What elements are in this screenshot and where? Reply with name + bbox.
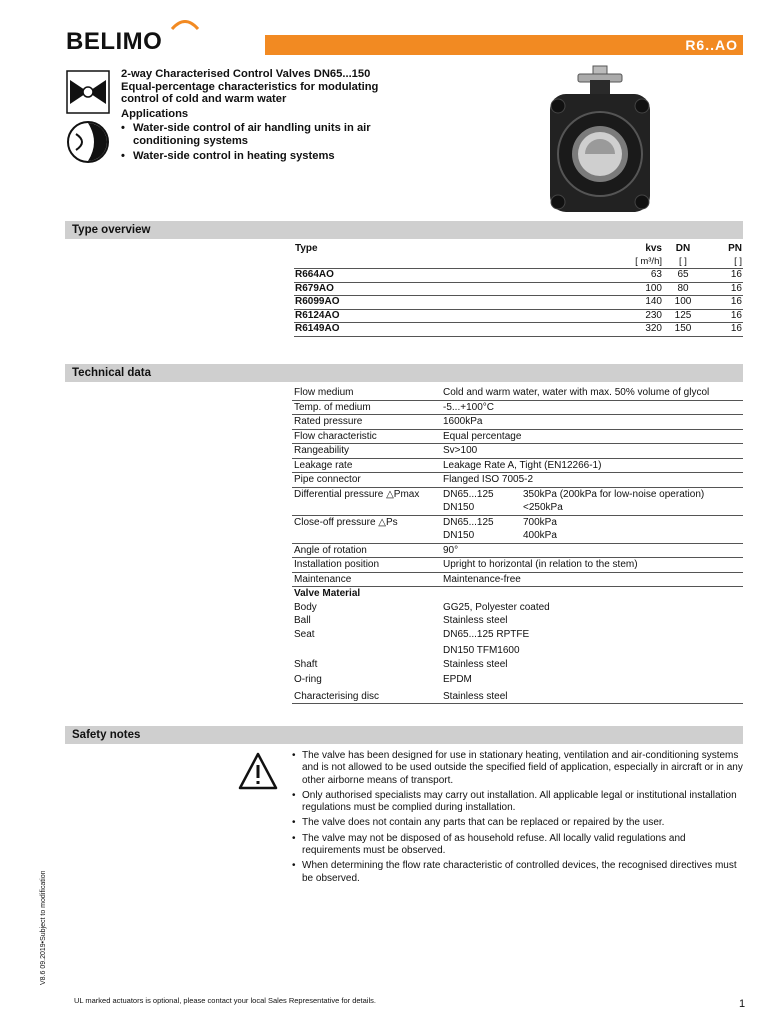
valve-product-image (540, 64, 660, 224)
dn-cell: 150 (663, 323, 703, 337)
spec-key: Maintenance (292, 572, 441, 587)
dn-cell: 125 (663, 309, 703, 323)
application-item: • Water-side control of air handling units in air conditioning systems (121, 122, 411, 147)
intro-line: 2-way Characterised Control Valves DN65...150 (121, 68, 371, 80)
applications-list (121, 122, 411, 163)
spec-value: Sv>100 (441, 444, 743, 459)
spec-key: Pipe connector (292, 473, 441, 488)
spec-key: Seat (294, 628, 315, 640)
spec-value: -5...+100°C (441, 400, 743, 415)
spec-value: 90° (441, 543, 743, 558)
kvs-cell: 320 (586, 323, 663, 337)
model-header-bar (265, 35, 743, 55)
version-note: V8.6 09.2019•Subject to modification (40, 870, 47, 985)
spec-value: Maintenance-free (441, 572, 743, 587)
safety-item: • When determining the flow rate characteristic of controlled devices, the recognised directives must be observed. (290, 860, 745, 885)
spec-key: Temp. of medium (292, 400, 441, 415)
characterised-disc-icon (66, 120, 110, 164)
type-cell: R6099AO (294, 296, 586, 310)
table-row (292, 587, 743, 601)
table-row (292, 487, 743, 515)
section-title: Technical data (72, 367, 152, 379)
column-header: PN (728, 243, 742, 254)
table-row (292, 473, 743, 488)
spec-sub-value: 350kPa (200kPa for low-noise operation) (523, 488, 705, 500)
pn-cell: 16 (703, 282, 743, 296)
safety-notes (290, 750, 745, 888)
table-row (294, 323, 743, 337)
product-intro (121, 68, 411, 166)
section-title: Type overview (72, 224, 151, 236)
section-type-overview (65, 221, 743, 239)
model-title: R6..AO (685, 37, 738, 53)
table-row (294, 282, 743, 296)
spec-key: Flow characteristic (292, 429, 441, 444)
column-header: DN (675, 243, 691, 254)
spec-key: Body (294, 601, 317, 613)
kvs-cell: 63 (586, 269, 663, 283)
table-row (292, 400, 743, 415)
page-number: 1 (739, 998, 746, 1010)
spec-value: Equal percentage (441, 429, 743, 444)
spec-key: Differential pressure △Pmax (292, 487, 441, 515)
spec-value: Cold and warm water, water with max. 50% volume of glycol (441, 386, 743, 400)
kvs-cell: 100 (586, 282, 663, 296)
technical-data-table (292, 386, 743, 704)
intro-line: control of cold and warm water (121, 93, 287, 105)
section-technical-data (65, 364, 743, 382)
spec-key: Rated pressure (292, 415, 441, 430)
pn-cell: 16 (703, 309, 743, 323)
spec-key: O-ring (294, 674, 322, 685)
safety-item: • The valve does not contain any parts that can be replaced or repaired by the user. (290, 817, 745, 829)
material-heading: Valve Material (294, 588, 361, 599)
table-row (292, 687, 743, 704)
unit-cell: [ m³/h] (635, 255, 662, 267)
kvs-cell: 140 (586, 296, 663, 310)
type-cell: R6124AO (294, 309, 586, 323)
type-overview-table (294, 243, 743, 337)
table-row (292, 444, 743, 459)
table-row (294, 269, 743, 283)
spec-value: Stainless steel (441, 687, 743, 704)
footer-note: UL marked actuators is optional, please contact your local Sales Representative for details. (74, 996, 376, 1005)
spec-sub-value: 700kPa (523, 516, 557, 528)
units-row (294, 256, 743, 269)
table-row (294, 309, 743, 323)
spec-value: Stainless steel (443, 658, 508, 670)
spec-key: Angle of rotation (292, 543, 441, 558)
table-row (292, 558, 743, 573)
safety-item: • Only authorised specialists may carry out installation. All applicable legal or institutional installation regulations must be complied during installation. (290, 790, 745, 815)
pn-cell: 16 (703, 269, 743, 283)
applications-heading: Applications (121, 107, 189, 120)
spec-value (441, 628, 743, 658)
brand-logo (66, 28, 162, 56)
spec-sub-value: DN65...125 RPTFE (443, 628, 530, 640)
table-row (292, 386, 743, 400)
type-cell: R6149AO (294, 323, 586, 337)
section-safety-notes (65, 726, 743, 744)
spec-key: Characterising disc (292, 687, 441, 704)
spec-value: 1600kPa (441, 415, 743, 430)
spec-value: Flanged ISO 7005-2 (441, 473, 743, 488)
spec-sub-key: DN65...125 (443, 488, 494, 500)
type-cell: R664AO (294, 269, 586, 283)
unit-cell: [ ] (679, 255, 687, 267)
spec-value: EPDM (443, 674, 472, 685)
spec-sub-key: DN150 (443, 530, 475, 541)
dn-cell: 65 (663, 269, 703, 283)
table-row (292, 658, 743, 672)
spec-key: Flow medium (292, 386, 441, 400)
section-title: Safety notes (72, 729, 141, 741)
spec-value (441, 515, 743, 543)
application-item: • Water-side control in heating systems (121, 150, 411, 163)
table-row (294, 296, 743, 310)
spec-key: Leakage rate (292, 458, 441, 473)
kvs-cell: 230 (586, 309, 663, 323)
dn-cell: 100 (663, 296, 703, 310)
spec-value: Upright to horizontal (in relation to the stem) (441, 558, 743, 573)
spec-key: Installation position (292, 558, 441, 573)
spec-value: Leakage Rate A, Tight (EN12266-1) (441, 458, 743, 473)
spec-value: GG25, Polyester coated (443, 601, 550, 613)
safety-item: • The valve may not be disposed of as household refuse. All locally valid regulations and requirements must be observed. (290, 833, 745, 858)
dn-cell: 80 (663, 282, 703, 296)
unit-cell: [ ] (734, 255, 742, 267)
table-row (292, 601, 743, 615)
table-row (292, 614, 743, 628)
spec-sub-key: DN65...125 (443, 516, 494, 528)
spec-key: Close-off pressure △Ps (292, 515, 441, 543)
valve-symbol-icon (66, 70, 110, 114)
spec-key: Ball (294, 615, 311, 626)
spec-sub-value: DN150 TFM1600 (443, 645, 520, 656)
table-row (292, 572, 743, 587)
table-row (292, 415, 743, 430)
column-header: Type (295, 243, 318, 254)
spec-key: Rangeability (292, 444, 441, 459)
type-cell: R679AO (294, 282, 586, 296)
table-row (292, 515, 743, 543)
spec-value (441, 487, 743, 515)
column-header: kvs (645, 243, 662, 254)
safety-item: • The valve has been designed for use in stationary heating, ventilation and air-conditioning systems and is not allowed to be used outside the specified field of application, especially in aircraft or in any other airborne means of transport. (290, 750, 745, 787)
spec-key: Shaft (294, 658, 318, 670)
spec-sub-value: 400kPa (523, 530, 557, 541)
brand-name: BELIMO (66, 28, 163, 55)
table-header-row (294, 243, 743, 256)
logo-arc-icon (170, 18, 200, 30)
spec-value: Stainless steel (443, 615, 508, 626)
pn-cell: 16 (703, 296, 743, 310)
intro-line: Equal-percentage characteristics for modulating (121, 80, 379, 93)
table-row (292, 458, 743, 473)
unit-cell (294, 256, 586, 269)
pn-cell: 16 (703, 323, 743, 337)
warning-icon (238, 752, 278, 790)
spec-sub-key: DN150 (443, 502, 475, 513)
spec-sub-value: <250kPa (523, 502, 563, 513)
table-row (292, 671, 743, 687)
safety-list (290, 750, 745, 885)
table-row (292, 628, 743, 658)
table-row (292, 543, 743, 558)
table-row (292, 429, 743, 444)
